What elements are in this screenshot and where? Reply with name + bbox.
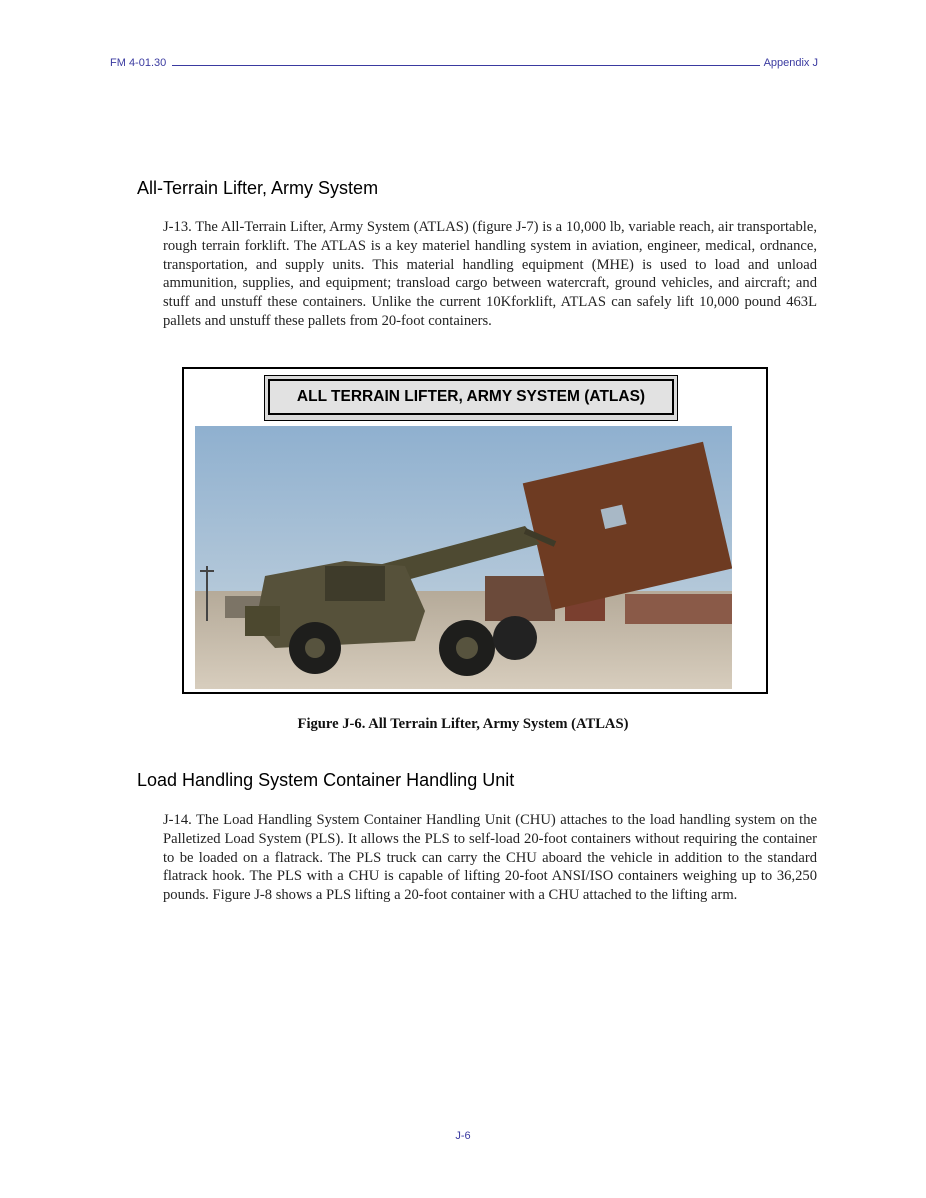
header-doc-id: FM 4-01.30 — [110, 57, 167, 69]
page-number: J-6 — [455, 1130, 471, 1142]
section-heading-atlas: All-Terrain Lifter, Army System — [137, 178, 379, 198]
figure-caption: Figure J-6. All Terrain Lifter, Army System (ATLAS) — [297, 716, 629, 732]
figure-frame — [182, 367, 768, 694]
header-rule — [172, 65, 759, 66]
page-header — [110, 55, 818, 69]
figure-title-box — [264, 375, 678, 421]
section-heading-chu: Load Handling System Container Handling Unit — [137, 770, 515, 790]
figure-title: ALL TERRAIN LIFTER, ARMY SYSTEM (ATLAS) — [268, 379, 674, 415]
paragraph-j13: J-13. The All-Terrain Lifter, Army System (ATLAS) (figure J-7) is a 10,000 lb, variable reach, air transportable, rough terrain forklift. The ATLAS is a key materiel handling system in aviation, engineer, medical, ordnance, transportation, and supply units. This material handling equipment (MHE) is used to load and unload ammunition, supplies, and equipment; transload cargo between watercraft, ground vehicles, and aircraft; and stuff and unstuff these containers. Unlike the current 10Kforklift, ATLAS can safely lift 10,000 pound 463L pallets and unstuff these pallets from 20-foot containers. — [163, 219, 817, 329]
header-appendix: Appendix J — [763, 57, 818, 69]
paragraph-j14: J-14. The Load Handling System Container Handling Unit (CHU) attaches to the load handling system on the Palletized Load System (PLS). It allows the PLS to self-load 20-foot containers without requiring the container to be loaded on a flatrack. The PLS truck can carry the CHU aboard the vehicle in addition to the standard flatrack hook. The PLS with a CHU is capable of lifting 20-foot ANSI/ISO containers weighing up to 36,250 pounds. Figure J-8 shows a PLS lifting a 20-foot container with a CHU attached to the lifting arm. — [163, 812, 817, 904]
forklift-lifting-container-photo — [195, 426, 732, 689]
